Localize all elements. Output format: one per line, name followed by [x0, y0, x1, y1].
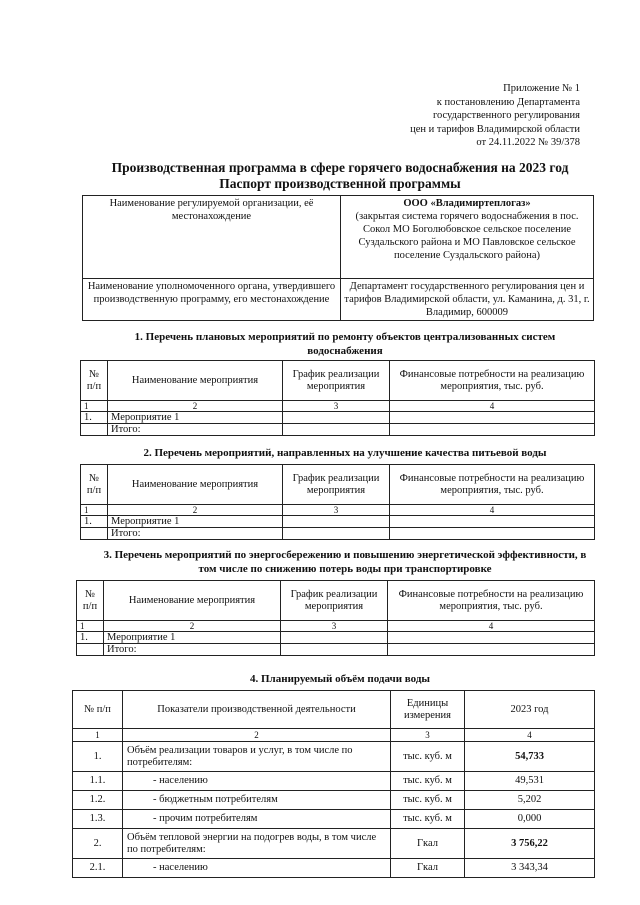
row-num: 1.	[81, 412, 108, 424]
total-num	[77, 644, 104, 656]
col-header-name: Наименование мероприятия	[108, 465, 283, 505]
appendix-line: от 24.11.2022 № 39/378	[476, 137, 580, 149]
row-finance	[388, 632, 595, 644]
col-number: 3	[283, 505, 390, 516]
vol-row-unit: тыс. куб. м	[391, 772, 465, 791]
row-name: Мероприятие 1	[104, 632, 281, 644]
total-finance	[388, 644, 595, 656]
vol-row-num: 1.1.	[73, 772, 123, 791]
section-2-title: 2. Перечень мероприятий, направленных на улучшение качества питьевой воды	[143, 447, 547, 459]
section-3-table	[76, 580, 595, 656]
vol-header-year: 2023 год	[465, 691, 595, 729]
row-name: Мероприятие 1	[108, 516, 283, 528]
col-number: 3	[281, 621, 388, 632]
col-number: 2	[108, 505, 283, 516]
section-3-title: 3. Перечень мероприятий по энергосбережению и повышению энергетической эффективности, в том числе по снижению потерь воды при транспортировке	[103, 549, 587, 575]
section-2-table	[80, 464, 595, 540]
vol-row-name: - населению	[123, 772, 391, 791]
vol-row-value: 3 343,34	[465, 859, 595, 878]
org-label: Наименование регулируемой организации, её местонахождение	[83, 196, 341, 279]
total-schedule	[283, 528, 390, 540]
vol-row-unit: Гкал	[391, 859, 465, 878]
vol-row-value: 49,531	[465, 772, 595, 791]
vol-header-indicator: Показатели производственной деятельности	[123, 691, 391, 729]
vol-header-unit: Единицы измерения	[391, 691, 465, 729]
row-num: 1.	[77, 632, 104, 644]
row-num: 1.	[81, 516, 108, 528]
col-number: 3	[283, 401, 390, 412]
total-finance	[390, 424, 595, 436]
appendix-line: Приложение № 1	[503, 83, 580, 94]
col-header-finance: Финансовые потребности на реализацию мероприятия, тыс. руб.	[390, 465, 595, 505]
vol-row-num: 1.	[73, 742, 123, 772]
org-details: (закрытая система горячего водоснабжения в пос. Сокол МО Боголюбовское сельское поселение Суздальского района и МО Павловское сельское поселение Суздальского района)	[355, 211, 579, 261]
col-number: 4	[390, 401, 595, 412]
vol-row-name: Объём реализации товаров и услуг, в том числе по потребителям:	[123, 742, 391, 772]
vol-row-value: 0,000	[465, 810, 595, 829]
col-number: 1	[73, 729, 123, 742]
total-schedule	[283, 424, 390, 436]
appendix-line: государственного регулирования	[432, 110, 580, 122]
section-1-title: 1. Перечень плановых мероприятий по ремонту объектов централизованных систем водоснабжения	[134, 331, 556, 357]
vol-row-name: - населению	[123, 859, 391, 878]
total-num	[81, 424, 108, 436]
vol-row-num: 2.1.	[73, 859, 123, 878]
col-header-schedule: График реализации мероприятия	[283, 465, 390, 505]
vol-row-name: - бюджетным потребителям	[123, 791, 391, 810]
vol-row-value: 5,202	[465, 791, 595, 810]
vol-row-name: - прочим потребителям	[123, 810, 391, 829]
volume-table	[72, 690, 595, 878]
row-schedule	[283, 516, 390, 528]
vol-row-num: 1.3.	[73, 810, 123, 829]
vol-row-value: 3 756,22	[465, 829, 595, 859]
row-schedule	[283, 412, 390, 424]
vol-row-num: 1.2.	[73, 791, 123, 810]
section-4-title: 4. Планируемый объём подачи воды	[250, 673, 430, 685]
col-number: 1	[81, 401, 108, 412]
col-number: 3	[391, 729, 465, 742]
vol-row-unit: Гкал	[391, 829, 465, 859]
col-number: 4	[390, 505, 595, 516]
col-number: 2	[123, 729, 391, 742]
col-header-schedule: График реализации мероприятия	[283, 361, 390, 401]
col-number: 1	[81, 505, 108, 516]
col-header-schedule: График реализации мероприятия	[281, 581, 388, 621]
total-label: Итого:	[108, 424, 283, 436]
col-number: 2	[108, 401, 283, 412]
vol-row-value: 54,733	[465, 742, 595, 772]
total-num	[81, 528, 108, 540]
col-number: 4	[465, 729, 595, 742]
vol-row-unit: тыс. куб. м	[391, 742, 465, 772]
vol-row-num: 2.	[73, 829, 123, 859]
row-schedule	[281, 632, 388, 644]
org-name: ООО «Владимиртеплогаз»	[403, 198, 531, 209]
col-header-finance: Финансовые потребности на реализацию мероприятия, тыс. руб.	[388, 581, 595, 621]
col-number: 1	[77, 621, 104, 632]
total-label: Итого:	[104, 644, 281, 656]
col-header-num: № п/п	[81, 361, 108, 401]
total-finance	[390, 528, 595, 540]
col-header-name: Наименование мероприятия	[108, 361, 283, 401]
authority-label: Наименование уполномоченного органа, утвердившего производственную программу, его местонахождение	[83, 279, 341, 321]
document-title	[60, 160, 620, 192]
total-label: Итого:	[108, 528, 283, 540]
section-1-table	[80, 360, 595, 436]
col-number: 4	[388, 621, 595, 632]
org-cell	[341, 196, 594, 279]
appendix-block	[380, 82, 580, 150]
row-finance	[390, 412, 595, 424]
row-name: Мероприятие 1	[108, 412, 283, 424]
vol-row-unit: тыс. куб. м	[391, 791, 465, 810]
row-finance	[390, 516, 595, 528]
appendix-line: к постановлению Департамента	[436, 96, 580, 108]
col-header-num: № п/п	[77, 581, 104, 621]
passport-table	[82, 195, 594, 321]
vol-row-unit: тыс. куб. м	[391, 810, 465, 829]
col-header-num: № п/п	[81, 465, 108, 505]
col-header-finance: Финансовые потребности на реализацию мероприятия, тыс. руб.	[390, 361, 595, 401]
vol-row-name: Объём тепловой энергии на подогрев воды, в том числе по потребителям:	[123, 829, 391, 859]
title-sub: Паспорт производственной программы	[219, 176, 461, 191]
col-header-name: Наименование мероприятия	[104, 581, 281, 621]
authority-value: Департамент государственного регулирования цен и тарифов Владимирской области, ул. Каманина, д. 31, г. Владимир, 600009	[341, 279, 594, 321]
col-number: 2	[104, 621, 281, 632]
appendix-line: цен и тарифов Владимирской области	[410, 123, 580, 135]
title-main: Производственная программа в сфере горячего водоснабжения на 2023 год	[111, 160, 569, 175]
vol-header-num: № п/п	[73, 691, 123, 729]
total-schedule	[281, 644, 388, 656]
